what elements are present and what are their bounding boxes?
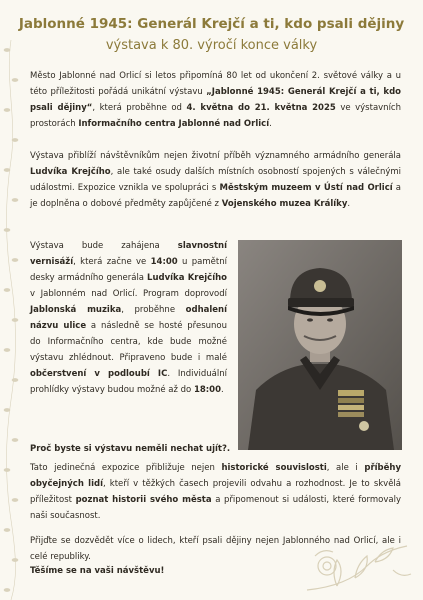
text-2: , která začne ve: [73, 257, 151, 267]
closing-line: Těšíme se na vaši návštěvu!: [30, 566, 165, 576]
bold-text-5: Vojenského muzea Králíky: [221, 199, 348, 209]
opening-paragraph: [30, 238, 227, 398]
text-4: u pamětní desky armádního generála: [30, 257, 227, 283]
bold-text-3: Městským muzeem v Ústí nad Orlicí: [219, 183, 393, 193]
text-6: .: [269, 119, 272, 129]
text-14: .: [221, 385, 224, 395]
floral-ornament-icon: [297, 526, 417, 596]
text-12: . Individuální prohlídky výstavy budou možné až do: [30, 369, 227, 395]
bold-text-9: odhalení názvu ulice: [30, 305, 227, 331]
text-2: , která proběhne od: [92, 103, 187, 113]
bold-text-5: Informačního centra Jablonné nad Orlicí: [78, 119, 270, 129]
bold-text-1: historické souvislosti: [221, 463, 327, 473]
text-4: , kteří v těžkých časech projevili odvahu a rozhodnost. Je to skvělá příležitost: [30, 479, 401, 505]
text-4: a je doplněna o dobové předměty zapůjčené z: [30, 183, 401, 209]
bold-text-5: poznat historii svého města: [75, 495, 212, 505]
text-10: a následně se hosté přesunou do Informačního centra, kde bude možné výstavu zhlédnout. Připraveno bude i malé: [30, 321, 227, 363]
bold-text-11: občerstvení v podloubí IC: [30, 369, 168, 379]
bold-text-3: příběhy obyčejných lidí: [30, 463, 401, 489]
text-0: Přijďte se dozvědět více o lidech, kteří psali dějiny nejen Jablonného nad Orlicí, ale i celé republiky.: [30, 536, 401, 562]
text-4: ve výstavních prostorách: [30, 103, 401, 129]
bold-text-1: „Jablonné 1945: Generál Krejčí a ti, kdo psali dějiny“: [30, 87, 401, 113]
text-2: , ale i: [326, 463, 365, 473]
exhibition-paragraph: [30, 148, 401, 212]
intro-paragraph: [30, 68, 401, 132]
general-portrait-photo: [238, 240, 402, 450]
bold-text-7: Jablonská muzika: [30, 305, 122, 315]
bold-text-3: 4. května do 21. května 2025: [186, 103, 336, 113]
bold-text-13: 18:00: [193, 385, 222, 395]
text-0: Město Jablonné nad Orlicí si letos připomíná 80 let od ukončení 2. světové války a u této příležitosti pořádá unikátní výstavu: [30, 71, 401, 97]
why-visit-paragraph: [30, 460, 401, 524]
text-2: , ale také osudy dalších místních osobností spojených s válečnými událostmi. Expozice vznikla ve spolupráci s: [30, 167, 402, 193]
text-0: Tato jedinečná expozice přibližuje nejen: [30, 463, 222, 473]
vine-ornament-icon: [2, 40, 20, 600]
text-0: Výstava bude zahájena: [30, 241, 178, 251]
text-6: .: [347, 199, 351, 209]
why-visit-heading: Proč byste si výstavu neměli nechat ujít?.: [30, 444, 231, 454]
text-6: v Jablonném nad Orlicí. Program doprovodí: [30, 289, 227, 299]
text-6: a připomenout si události, které formovaly naši současnost.: [30, 495, 401, 521]
bold-text-5: Ludvíka Krejčího: [147, 273, 227, 283]
poster-title: Jablonné 1945: Generál Krejčí a ti, kdo psali dějiny: [18, 16, 405, 32]
bold-text-3: 14:00: [150, 257, 178, 267]
text-8: , proběhne: [121, 305, 186, 315]
bold-text-1: slavnostní vernisáží: [30, 241, 227, 267]
poster-subtitle: výstava k 80. výročí konce války: [105, 38, 318, 53]
text-0: Výstava přiblíží návštěvníkům nejen životní příběh významného armádního generála: [30, 151, 401, 161]
portrait-icon: [238, 240, 402, 450]
bold-text-1: Ludvíka Krejčího: [30, 167, 111, 177]
